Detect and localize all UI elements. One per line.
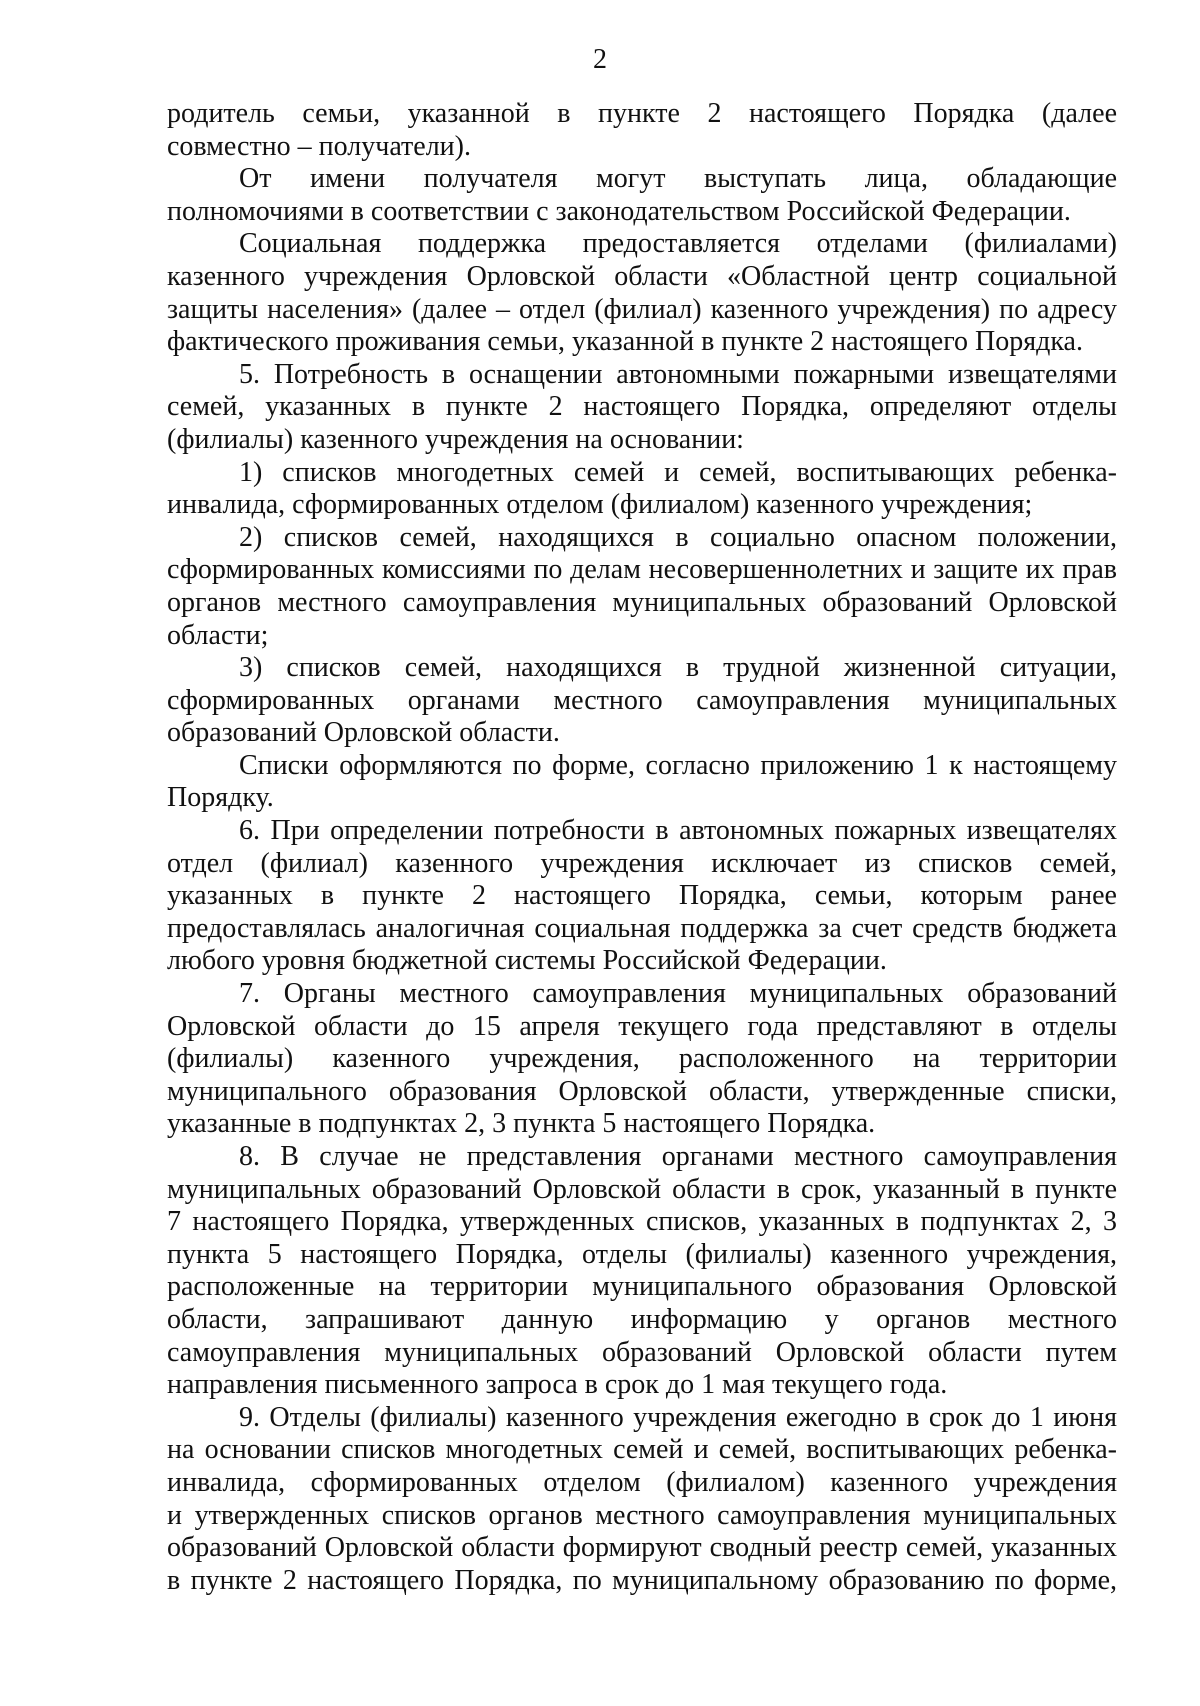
- text-line: указанных в пункте 2 настоящего Порядка, семьи, которым ранее: [167, 880, 1117, 912]
- document-body: [167, 98, 1117, 1597]
- text-line: самоуправления муниципальных образований Орловской области путем: [167, 1336, 1117, 1368]
- text-line: родитель семьи, указанной в пункте 2 настоящего Порядка (далее: [167, 98, 1117, 129]
- text-line: Списки оформляются по форме, согласно приложению 1 к настоящему: [239, 749, 1117, 781]
- text-line: 9. Отделы (филиалы) казенного учреждения ежегодно в срок до 1 июня: [239, 1401, 1117, 1433]
- text-line: области;: [167, 619, 269, 651]
- text-line: Порядку.: [167, 782, 274, 814]
- text-line: 7. Органы местного самоуправления муниципальных образований: [239, 978, 1117, 1010]
- text-line: защиты населения» (далее – отдел (филиал) казенного учреждения) по адресу: [167, 293, 1117, 325]
- text-line: 7 настоящего Порядка, утвержденных списков, указанных в подпунктах 2, 3: [167, 1206, 1117, 1238]
- text-line: сформированных комиссиями по делам несовершеннолетних и защите их прав: [167, 554, 1117, 586]
- text-line: на основании списков многодетных семей и семей, воспитывающих ребенка-: [167, 1434, 1117, 1466]
- text-line: любого уровня бюджетной системы Российской Федерации.: [167, 945, 887, 977]
- text-line: инвалида, сформированных отделом (филиалом) казенного учреждения: [167, 1466, 1117, 1498]
- page-number: 2: [593, 44, 607, 75]
- text-line: 2) списков семей, находящихся в социально опасном положении,: [239, 521, 1117, 553]
- text-line: сформированных органами местного самоуправления муниципальных: [167, 684, 1117, 716]
- text-line: 8. В случае не представления органами местного самоуправления: [239, 1141, 1117, 1172]
- text-line: 6. При определении потребности в автономных пожарных извещателях: [239, 815, 1117, 847]
- text-line: полномочиями в соответствии с законодательством Российской Федерации.: [167, 195, 1071, 227]
- text-line: Орловской области до 15 апреля текущего года представляют в отделы: [167, 1010, 1117, 1042]
- text-line: совместно – получатели).: [167, 130, 471, 162]
- text-line: образований Орловской области формируют сводный реестр семей, указанных: [167, 1532, 1117, 1564]
- text-line: отдел (филиал) казенного учреждения исключает из списков семей,: [167, 847, 1117, 879]
- text-line: указанные в подпунктах 2, 3 пункта 5 настоящего Порядка.: [167, 1108, 876, 1140]
- text-line: предоставлялась аналогичная социальная поддержка за счет средств бюджета: [167, 912, 1117, 944]
- text-line: От имени получателя могут выступать лица, обладающие: [239, 163, 1117, 195]
- text-line: муниципального образования Орловской области, утвержденные списки,: [167, 1075, 1117, 1107]
- text-line: инвалида, сформированных отделом (филиалом) казенного учреждения;: [167, 489, 1033, 521]
- text-line: Социальная поддержка предоставляется отделами (филиалами): [239, 228, 1117, 260]
- text-line: расположенные на территории муниципального образования Орловской: [167, 1271, 1117, 1303]
- text-line: 1) списков многодетных семей и семей, воспитывающих ребенка-: [239, 456, 1117, 488]
- text-line: (филиалы) казенного учреждения, расположенного на территории: [167, 1043, 1117, 1075]
- text-line: муниципальных образований Орловской области в срок, указанный в пункте: [167, 1173, 1117, 1205]
- text-line: фактического проживания семьи, указанной в пункте 2 настоящего Порядка.: [167, 326, 1083, 358]
- text-line: казенного учреждения Орловской области «Областной центр социальной: [167, 260, 1117, 292]
- text-line: области, запрашивают данную информацию у органов местного: [167, 1303, 1117, 1335]
- text-line: (филиалы) казенного учреждения на основании:: [167, 423, 744, 455]
- text-line: пункта 5 настоящего Порядка, отделы (филиалы) казенного учреждения,: [167, 1238, 1117, 1270]
- text-line: в пункте 2 настоящего Порядка, по муниципальному образованию по форме,: [167, 1564, 1117, 1596]
- text-line: семей, указанных в пункте 2 настоящего Порядка, определяют отделы: [167, 391, 1117, 423]
- text-line: направления письменного запроса в срок до 1 мая текущего года.: [167, 1369, 948, 1401]
- text-line: органов местного самоуправления муниципальных образований Орловской: [167, 586, 1117, 618]
- text-line: 5. Потребность в оснащении автономными пожарными извещателями: [239, 358, 1117, 390]
- text-line: образований Орловской области.: [167, 717, 560, 749]
- text-line: и утвержденных списков органов местного самоуправления муниципальных: [167, 1499, 1117, 1531]
- text-line: 3) списков семей, находящихся в трудной жизненной ситуации,: [239, 652, 1117, 684]
